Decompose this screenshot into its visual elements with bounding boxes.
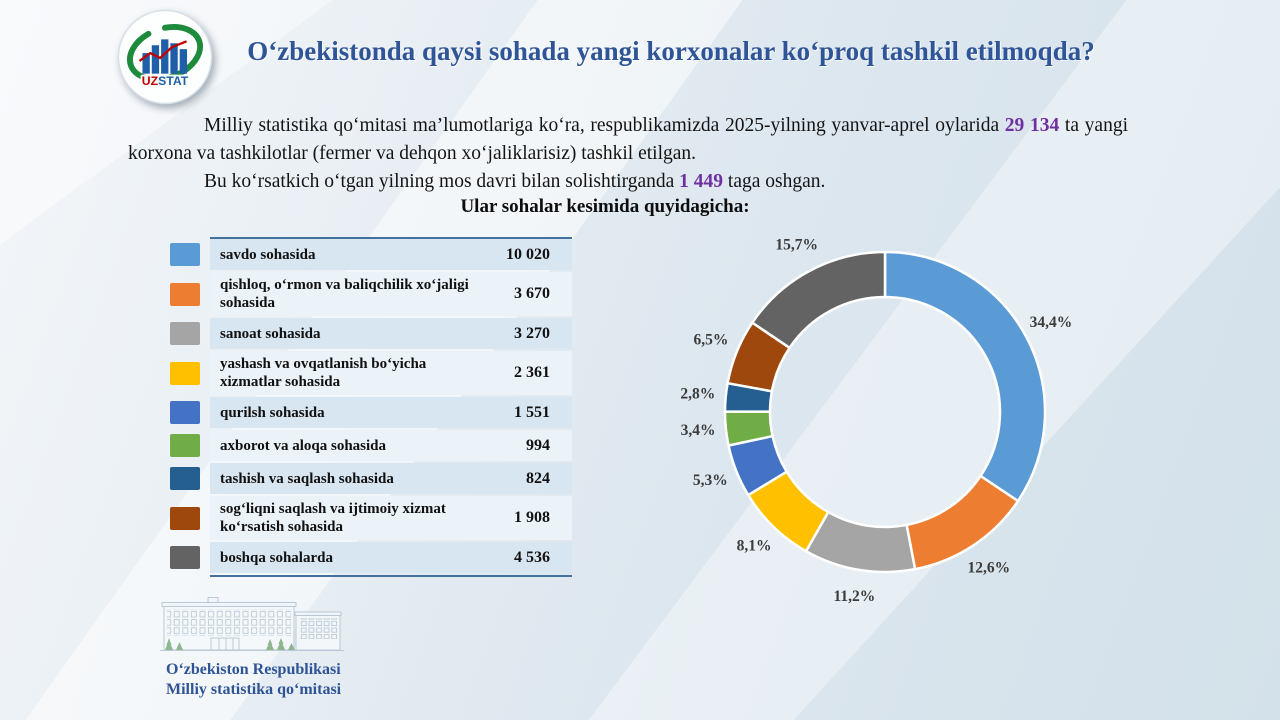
legend-swatch-column [170, 243, 210, 266]
legend-swatch-column [170, 283, 210, 306]
growth-count: 1 449 [679, 171, 724, 192]
legend-row [170, 542, 572, 573]
donut-segment [752, 252, 885, 348]
intro-p1-text-after: ta yangi korxona va tashkilotlar (fermer va dehqon xo‘jaliklarisiz) tashkil etilgan. [128, 115, 1129, 164]
donut-chart [665, 192, 1105, 632]
legend-label: savdo sohasida [220, 246, 316, 263]
legend-swatch-column [170, 362, 210, 385]
legend-value: 4 536 [514, 548, 550, 566]
new-enterprises-count: 29 134 [1004, 115, 1060, 136]
legend-cell [210, 239, 572, 270]
legend-swatch-column [170, 434, 210, 457]
building-windows [167, 609, 291, 636]
intro-text [128, 112, 1128, 196]
donut-percent-label: 6,5% [693, 331, 729, 349]
legend-row [170, 463, 572, 494]
legend-swatch-column [170, 467, 210, 490]
legend-value: 994 [526, 436, 550, 454]
legend-label: sog‘liqni saqlash va ijtimoiy xizmat ko‘rsatish sohasida [220, 501, 446, 535]
legend-cell [210, 542, 572, 573]
legend-row [170, 430, 572, 461]
donut-segment [907, 476, 1018, 569]
legend-color-swatch [170, 467, 200, 490]
legend-swatch-column [170, 322, 210, 345]
intro-p1-text: Milliy statistika qo‘mitasi ma’lumotlariga ko‘ra, respublikamizda 2025-yilning yanvar-aprel oylarida [204, 115, 1000, 136]
legend-color-swatch [170, 243, 200, 266]
intro-paragraph-1 [128, 112, 1128, 168]
legend-label: sanoat sohasida [220, 325, 321, 342]
legend-cell [210, 397, 572, 428]
legend-cell [210, 430, 572, 461]
legend-value: 10 020 [506, 245, 550, 263]
donut-percent-label: 15,7% [775, 236, 819, 254]
legend-row [170, 397, 572, 428]
legend-color-swatch [170, 434, 200, 457]
legend-color-swatch [170, 362, 200, 385]
legend-value: 824 [526, 469, 550, 487]
legend-value: 2 361 [514, 364, 550, 381]
legend-row [170, 351, 572, 395]
legend-swatch-column [170, 401, 210, 424]
legend-swatch-column [170, 546, 210, 569]
legend-color-swatch [170, 401, 200, 424]
legend-row [170, 239, 572, 270]
legend-value: 1 908 [514, 509, 550, 526]
legend-color-swatch [170, 322, 200, 345]
legend-value: 3 270 [514, 324, 550, 342]
legend-cell [210, 351, 572, 395]
footer-org-name [166, 660, 341, 700]
intro-p2-text-after: taga oshgan. [727, 171, 826, 192]
legend-color-swatch [170, 507, 200, 530]
intro-p2-text: Bu ko‘rsatkich o‘tgan yilning mos davri bilan solishtirganda [204, 171, 675, 192]
annex-windows [299, 618, 337, 639]
footer-line-2: Milliy statistika qo‘mitasi [166, 681, 342, 698]
legend-color-swatch [170, 546, 200, 569]
donut-percent-label: 2,8% [680, 385, 716, 403]
legend-label: axborot va aloqa sohasida [220, 437, 387, 454]
donut-percent-label: 3,4% [680, 422, 716, 440]
page-title: O‘zbekistonda qaysi sohada yangi korxonalar ko‘proq tashkil etilmoqda? [247, 36, 1095, 66]
legend-label: qishloq, o‘rmon va baliqchilik xo‘jaligi sohasida [220, 277, 469, 311]
legend-label: qurilsh sohasida [220, 404, 325, 421]
logo-wordmark: UZSTAT [141, 73, 189, 88]
section-title: Ular sohalar kesimida quyidagicha: [460, 196, 750, 217]
donut-percent-label: 11,2% [833, 588, 876, 606]
legend-label: boshqa sohalarda [220, 549, 333, 566]
donut-percent-label: 8,1% [736, 537, 772, 555]
donut-percent-label: 5,3% [692, 471, 728, 489]
legend-label: tashish va saqlash sohasida [220, 470, 394, 487]
legend-label: yashash va ovqatlanish bo‘yicha xizmatlar sohasida [220, 356, 427, 390]
donut-percent-label: 12,6% [967, 559, 1011, 577]
legend-cell [210, 272, 572, 316]
uzstat-logo [116, 8, 214, 106]
legend-row [170, 496, 572, 540]
legend-value: 1 551 [514, 403, 550, 421]
building-illustration [156, 594, 348, 664]
footer-line-1: O‘zbekiston Respublikasi [166, 661, 341, 678]
donut-segment [885, 252, 1045, 501]
legend-row [170, 272, 572, 316]
legend-cell [210, 318, 572, 349]
legend-table [170, 237, 572, 575]
legend-swatch-column [170, 507, 210, 530]
legend-value: 3 670 [514, 285, 550, 302]
legend-cell [210, 496, 572, 540]
legend-color-swatch [170, 283, 200, 306]
donut-percent-label: 34,4% [1029, 314, 1073, 332]
legend-cell [210, 463, 572, 494]
legend-row [170, 318, 572, 349]
